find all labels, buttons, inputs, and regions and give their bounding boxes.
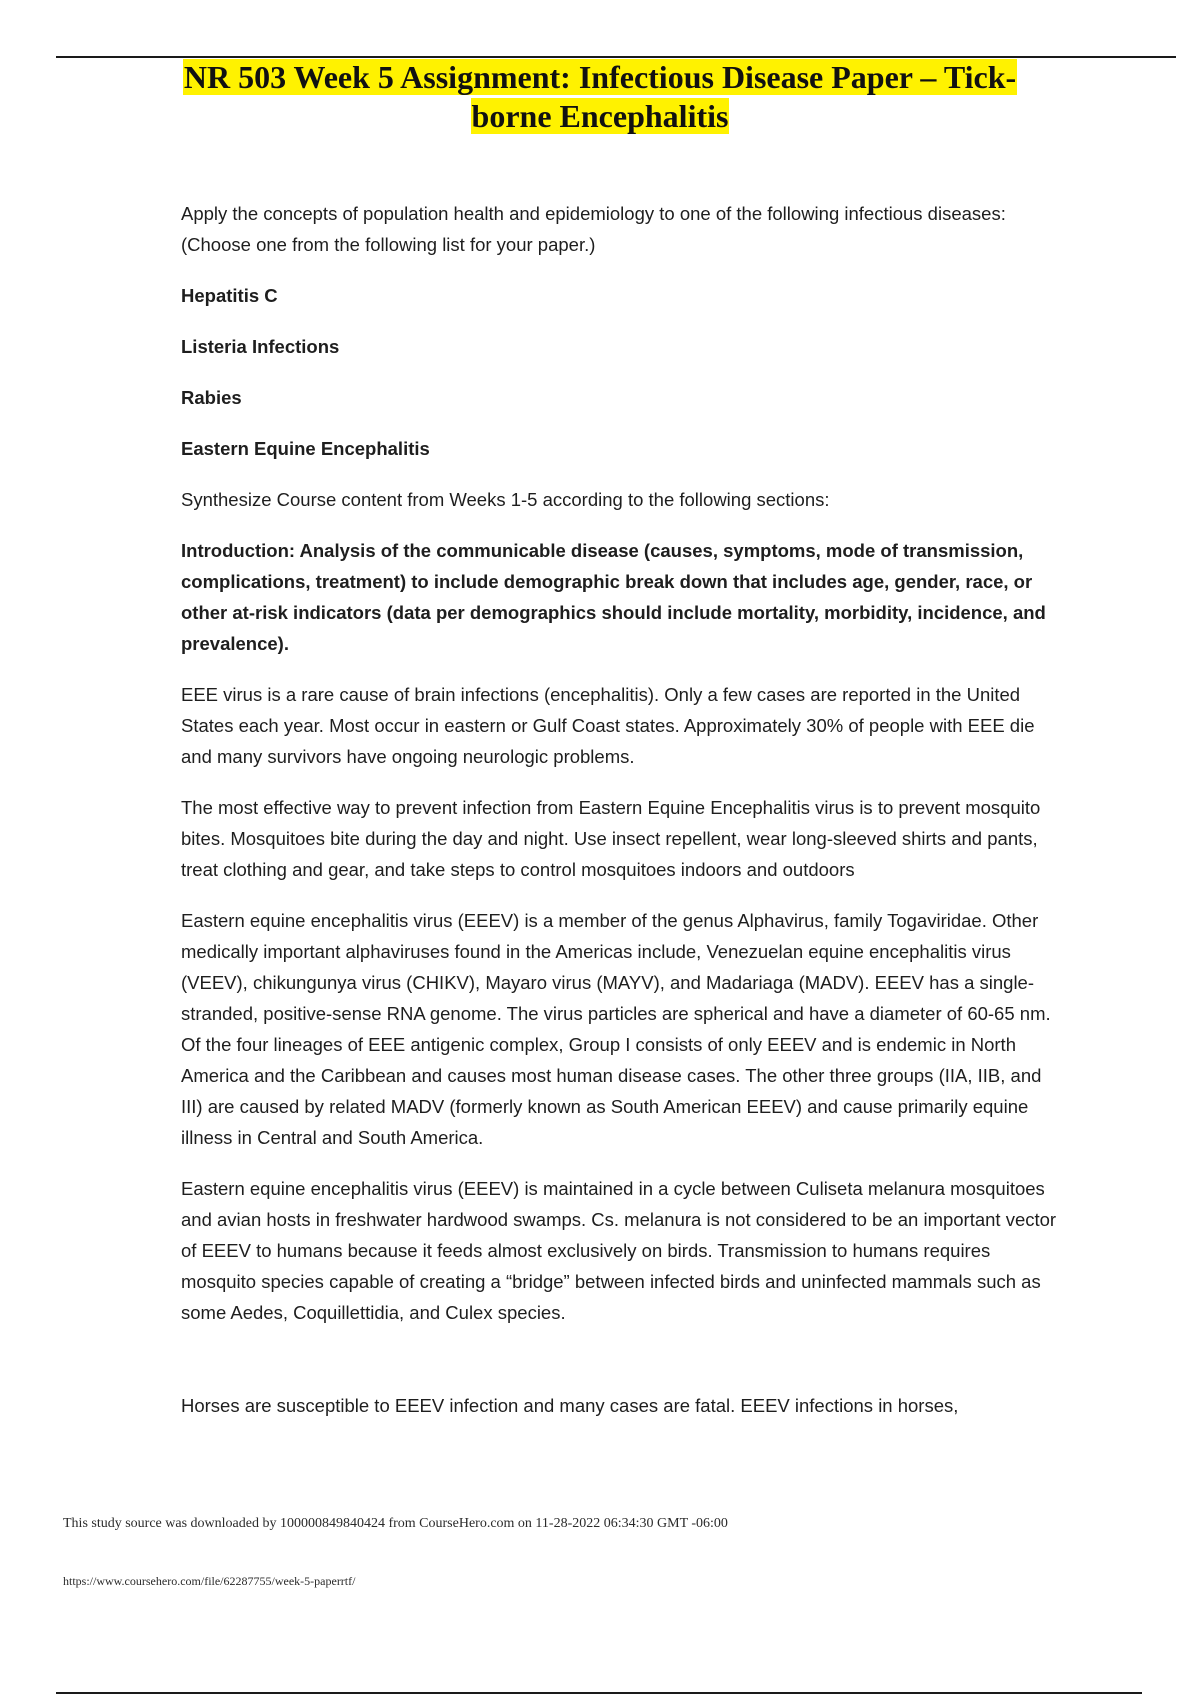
disease-option-eee: Eastern Equine Encephalitis [181, 438, 430, 459]
disease-option-rabies: Rabies [181, 387, 242, 408]
body-paragraph: Horses are susceptible to EEEV infection and many cases are fatal. EEEV infections in horses, [181, 1395, 959, 1416]
document-body [181, 198, 1061, 1441]
body-paragraph: Eastern equine encephalitis virus (EEEV) is a member of the genus Alphavirus, family Togaviridae. Other medically important alphaviruses found in the Americas include, Venezuelan equine encephalitis virus (VEEV), chikungunya virus (CHIKV), Mayaro virus (MAYV), and Madariaga (MADV). EEEV has a single-stranded, positive-sense RNA genome. The virus particles are spherical and have a diameter of 60-65 nm. Of the four lineages of EEE antigenic complex, Group I consists of only EEEV and is endemic in North America and the Caribbean and causes most human disease cases. The other three groups (IIA, IIB, and III) are caused by related MADV (formerly known as South American EEEV) and cause primarily equine illness in Central and South America. [181, 910, 1051, 1148]
synthesize-instruction: Synthesize Course content from Weeks 1-5 according to the following sections: [181, 489, 830, 510]
title-line-2: borne Encephalitis [471, 98, 729, 134]
disease-option-listeria: Listeria Infections [181, 336, 340, 357]
document-title [150, 58, 1050, 136]
section-heading-introduction: Introduction: Analysis of the communicable disease (causes, symptoms, mode of transmission, complications, treatment) to include demographic break down that includes age, gender, race, or other at-risk indicators (data per demographics should include mortality, morbidity, incidence, and prevalence). [181, 540, 1046, 654]
bottom-rule [56, 1692, 1142, 1694]
title-line-1: NR 503 Week 5 Assignment: Infectious Disease Paper – Tick- [183, 59, 1017, 95]
disease-option-hepatitis-c: Hepatitis C [181, 285, 278, 306]
intro-paragraph: Apply the concepts of population health and epidemiology to one of the following infectious diseases: (Choose one from the following list for your paper.) [181, 203, 1006, 255]
paragraph-gap [181, 1348, 1061, 1390]
body-paragraph: Eastern equine encephalitis virus (EEEV) is maintained in a cycle between Culiseta melanura mosquitoes and avian hosts in freshwater hardwood swamps. Cs. melanura is not considered to be an important vector of EEEV to humans because it feeds almost exclusively on birds. Transmission to humans requires mosquito species capable of creating a “bridge” between infected birds and uninfected mammals such as some Aedes, Coquillettidia, and Culex species. [181, 1178, 1057, 1323]
body-paragraph: EEE virus is a rare cause of brain infections (encephalitis). Only a few cases are reported in the United States each year. Most occur in eastern or Gulf Coast states. Approximately 30% of people with EEE die and many survivors have ongoing neurologic problems. [181, 684, 1035, 767]
body-paragraph: The most effective way to prevent infection from Eastern Equine Encephalitis virus is to prevent mosquito bites. Mosquitoes bite during the day and night. Use insect repellent, wear long-sleeved shirts and pants, treat clothing and gear, and take steps to control mosquitoes indoors and outdoors [181, 797, 1041, 880]
source-url[interactable]: https://www.coursehero.com/file/62287755/week-5-paperrtf/ [63, 1574, 356, 1588]
download-notice: This study source was downloaded by 100000849840424 from CourseHero.com on 11-28-2022 06:34:30 GMT -06:00 [63, 1516, 728, 1531]
